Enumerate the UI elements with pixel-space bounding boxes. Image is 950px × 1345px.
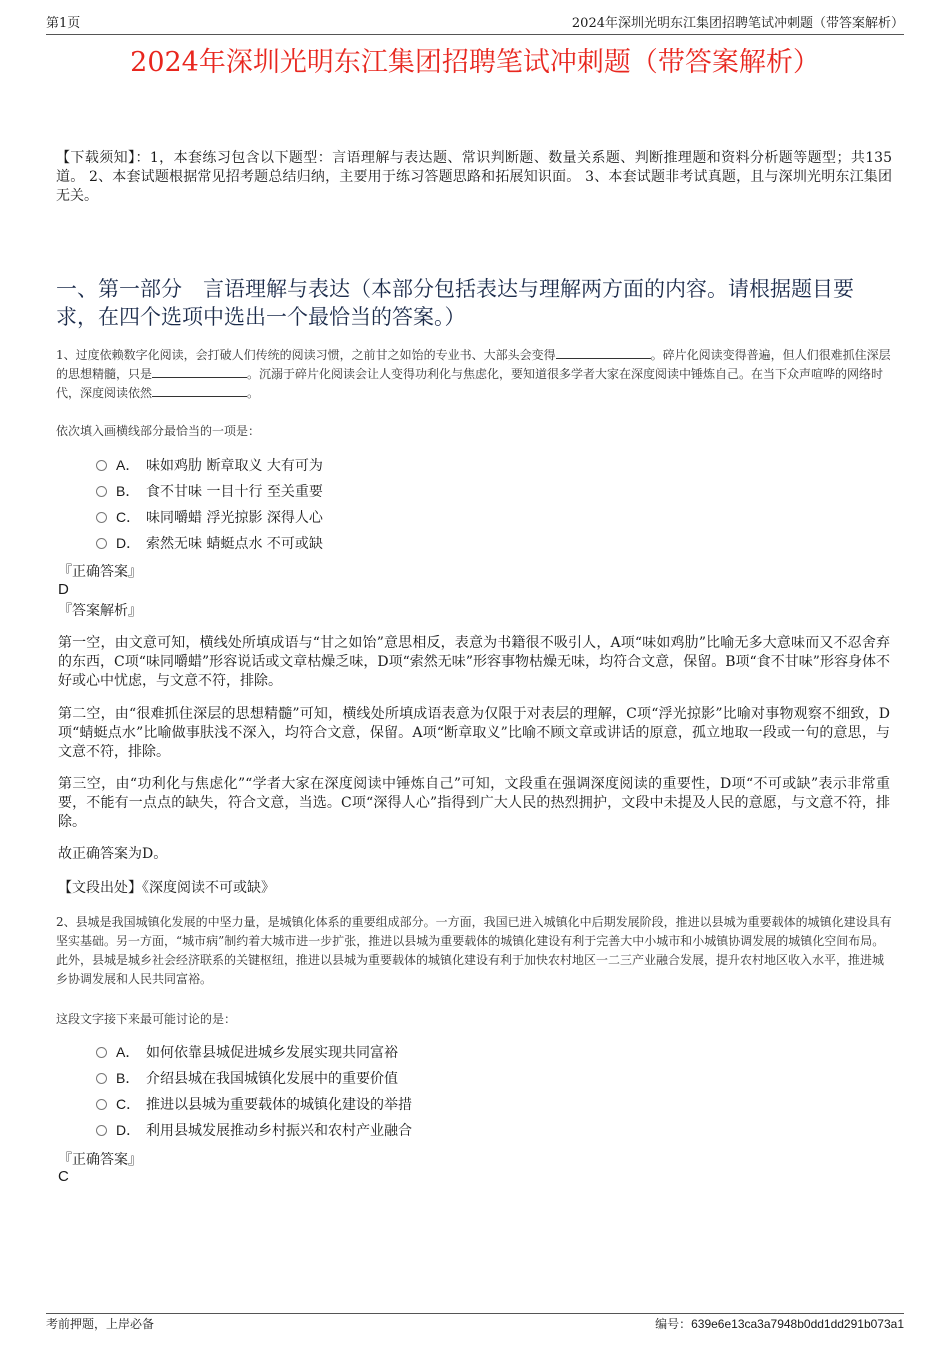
question-2 [56, 913, 892, 989]
option-d[interactable]: D． 索然无味 蜻蜓点水 不可或缺 [96, 530, 323, 556]
fill-blank-1 [556, 346, 651, 359]
radio-button-icon[interactable] [96, 538, 107, 549]
section-heading: 一、第一部分 言语理解与表达（本部分包括表达与理解两方面的内容。请根据题目要求，在四个选项中选出一个最恰当的答案。） [56, 277, 854, 329]
document-title: 2024年深圳光明东江集团招聘笔试冲刺题（带答案解析） [130, 47, 820, 78]
option-b[interactable]: B． 介绍县城在我国城镇化发展中的重要价值 [96, 1065, 412, 1091]
analysis-paragraph: 第三空，由“功利化与焦虑化”“学者大家在深度阅读中锤炼自己”可知，文段重在强调深度阅读的重要性，D项“不可或缺”表示非常重要，不能有一点点的缺失，符合文意，当选。C项“深得人心”指得到广大人民的热烈拥护，文段中未提及人民的意愿，与文意不符，排除。 [58, 776, 890, 830]
question-2-text: 2、县城是我国城镇化发展的中坚力量，是城镇化体系的重要组成部分。一方面，我国已进入城镇化中后期发展阶段，推进以县城为重要载体的城镇化建设具有坚实基础。另一方面，“城市病”制约着大城市进一步扩张，推进以县城为重要载体的城镇化建设有利于完善大中小城市和小城镇协调发展的城镇化空间布局。此外，县城是城乡社会经济联系的关键枢纽，推进以县城为重要载体的城镇化建设有利于加快农村地区一二三产业融合发展，提升农村地区收入水平，推进城乡协调发展和人民共同富裕。 [56, 915, 892, 986]
page-header [46, 14, 904, 35]
radio-button-icon[interactable] [96, 1047, 107, 1058]
radio-button-icon[interactable] [96, 460, 107, 471]
question-1-prompt: 依次填入画横线部分最恰当的一项是： [56, 424, 261, 438]
question-1-text: 1、过度依赖数字化阅读，会打破人们传统的阅读习惯，之前甘之如饴的专业书、大部头会变得 。碎片化阅读变得普遍，但人们很难抓住深层的思想精髓，只是 。沉溺于碎片化阅读会让人变得功利化与焦虑化，要知道很多学者大家在深度阅读中锤炼自己。在当下众声喧哗的网络时代，深度阅读依然 。 [56, 348, 891, 400]
footer-divider [46, 1313, 904, 1314]
footer-slogan: 考前押题，上岸必备 [46, 1317, 155, 1331]
correct-answer: D [58, 581, 69, 598]
question-1 [56, 346, 892, 403]
fill-blank-2 [152, 365, 247, 378]
text-source: 【文段出处】《深度阅读不可或缺》 [58, 880, 275, 896]
question-1-options [96, 452, 323, 556]
analysis-label: 『答案解析』 [58, 603, 142, 619]
question-2-options [96, 1039, 412, 1143]
analysis-paragraph: 第一空，由文意可知，横线处所填成语与“甘之如饴”意思相反，表意为书籍很不吸引人，A项“味如鸡肋”比喻无多大意味而又不忍舍弃的东西，C项“味同嚼蜡”形容说话或文章枯燥乏味，D项“索然无味”形容事物枯燥无味，均符合文意，保留。B项“食不甘味”形容身体不好或心中忧虑，与文意不符，排除。 [58, 635, 890, 689]
radio-button-icon[interactable] [96, 1099, 107, 1110]
running-title: 2024年深圳光明东江集团招聘笔试冲刺题（带答案解析） [571, 16, 904, 31]
radio-button-icon[interactable] [96, 486, 107, 497]
radio-button-icon[interactable] [96, 1073, 107, 1084]
analysis-conclusion: 故正确答案为D。 [58, 846, 168, 862]
question-2-prompt: 这段文字接下来最可能讨论的是： [56, 1012, 237, 1026]
document-code: 编号：639e6e13ca3a7948b0dd1dd291b073a1 [655, 1317, 904, 1331]
page-number: 第1页 [46, 16, 81, 31]
radio-button-icon[interactable] [96, 1125, 107, 1136]
correct-answer: C [58, 1168, 69, 1185]
option-c[interactable]: C． 推进以县城为重要载体的城镇化建设的举措 [96, 1091, 412, 1117]
analysis-paragraph: 第二空，由“很难抓住深层的思想精髓”可知，横线处所填成语表意为仅限于对表层的理解，C项“浮光掠影”比喻对事物观察不细致，D项“蜻蜓点水”比喻做事肤浅不深入，均符合文意，保留。A项“断章取义”比喻不顾文章或讲话的原意，孤立地取一段或一句的意思，与文意不符，排除。 [58, 706, 890, 760]
fill-blank-3 [152, 384, 247, 397]
radio-button-icon[interactable] [96, 512, 107, 523]
correct-answer-label: 『正确答案』 [58, 564, 142, 580]
option-c[interactable]: C． 味同嚼蜡 浮光掠影 深得人心 [96, 504, 323, 530]
option-d[interactable]: D． 利用县城发展推动乡村振兴和农村产业融合 [96, 1117, 412, 1143]
option-a[interactable]: A． 如何依靠县城促进城乡发展实现共同富裕 [96, 1039, 412, 1065]
correct-answer-label: 『正确答案』 [58, 1152, 142, 1168]
option-b[interactable]: B． 食不甘味 一目十行 至关重要 [96, 478, 323, 504]
option-a[interactable]: A． 味如鸡肋 断章取义 大有可为 [96, 452, 323, 478]
download-notice: 【下载须知】：1，本套练习包含以下题型：言语理解与表达题、常识判断题、数量关系题、判断推理题和资料分析题等题型；共135道。 2、本套试题根据常见招考题总结归纳，主要用于练习答题思路和拓展知识面。 3、本套试题非考试真题，且与深圳光明东江集团无关。 [56, 150, 892, 204]
